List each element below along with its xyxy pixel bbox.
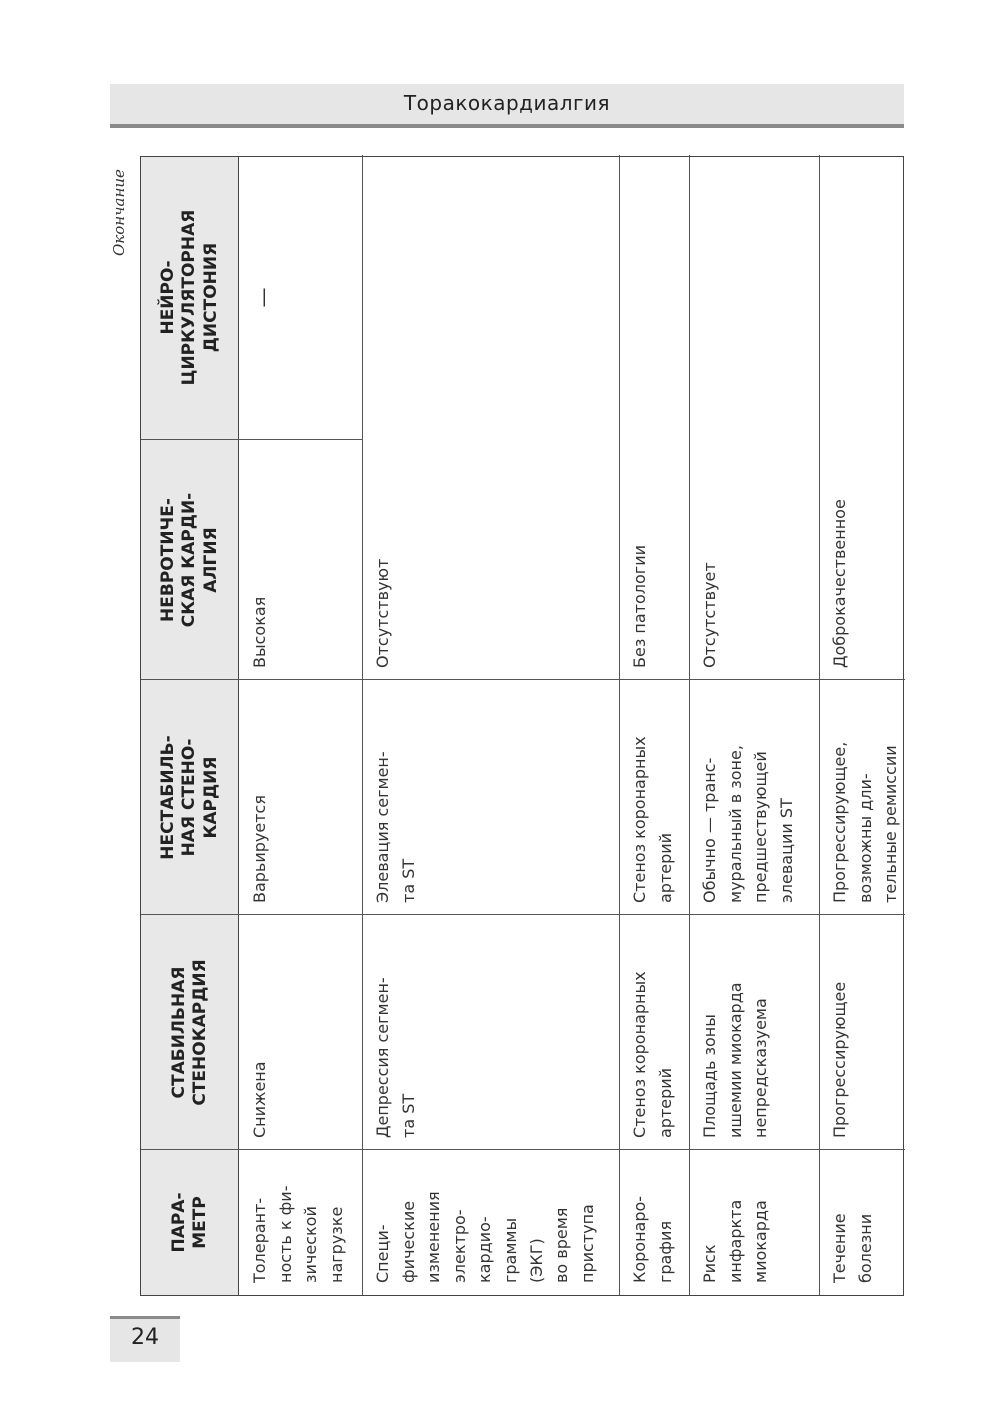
- running-header-title: Торакокардиалгия: [403, 91, 611, 115]
- page-number: 24: [131, 1325, 159, 1350]
- row3-stable: Стеноз коронарных артерий: [630, 971, 675, 1138]
- header-neurocirculatory-dystonia: НЕЙРО- ЦИРКУЛЯТОРНАЯ ДИСТОНИЯ: [158, 209, 221, 386]
- row3-parameter: Коронаро- графия: [630, 1195, 675, 1283]
- row4-unstable: Обычно — транс- муральный в зоне, предшествующей элевации ST: [700, 745, 796, 903]
- row2-stable: Депрессия сегмен- та ST: [373, 977, 418, 1138]
- header-parameter: ПАРА- МЕТР: [168, 1192, 210, 1253]
- grid-line: [362, 155, 363, 1295]
- row1-stable: Снижена: [250, 1061, 269, 1138]
- header-unstable-angina: НЕСТАБИЛЬ- НАЯ СТЕНО- КАРДИЯ: [158, 735, 221, 860]
- row4-neurotic-ncd: Отсутствует: [700, 562, 719, 668]
- row1-parameter: Толерант- ность к фи- зической нагрузке: [250, 1185, 346, 1283]
- continuation-label: Окончание: [110, 169, 128, 256]
- row5-parameter: Течение болезни: [830, 1213, 875, 1283]
- row1-neurotic: Высокая: [250, 596, 269, 668]
- row2-neurotic-ncd: Отсутствуют: [373, 558, 392, 668]
- row2-unstable: Элевация сегмен- та ST: [373, 751, 418, 903]
- page-number-box: [110, 1316, 180, 1362]
- running-header: [110, 84, 904, 124]
- row3-unstable: Стеноз коронарных артерий: [630, 736, 675, 903]
- grid-line: [141, 914, 905, 915]
- comparison-table: [140, 156, 904, 1296]
- grid-line: [141, 1149, 905, 1150]
- row5-neurotic-ncd: Доброкачественное: [830, 499, 849, 668]
- row1-ncd: —: [251, 287, 275, 308]
- row5-unstable: Прогрессирующее, возможны дли- тельные ремиссии: [830, 741, 901, 903]
- header-stable-angina: СТАБИЛЬНАЯ СТЕНОКАРДИЯ: [168, 959, 210, 1106]
- grid-line: [619, 155, 620, 1295]
- row4-stable: Площадь зоны ишемии миокарда непредсказуема: [700, 982, 771, 1138]
- grid-line: [141, 439, 362, 440]
- row4-parameter: Риск инфаркта миокарда: [700, 1199, 771, 1283]
- grid-line: [689, 155, 690, 1295]
- row2-parameter: Специ- фические изменения электро- кардио- граммы (ЭКГ) во время приступа: [373, 1191, 597, 1283]
- grid-line: [141, 679, 905, 680]
- header-rule: [110, 124, 904, 128]
- grid-line: [819, 155, 820, 1295]
- row3-neurotic-ncd: Без патологии: [630, 544, 649, 668]
- row1-unstable: Варьируется: [250, 795, 269, 903]
- row5-stable: Прогрессирующее: [830, 981, 849, 1138]
- header-neurotic-cardialgia: НЕВРОТИЧЕ- СКАЯ КАРДИ- АЛГИЯ: [158, 492, 221, 628]
